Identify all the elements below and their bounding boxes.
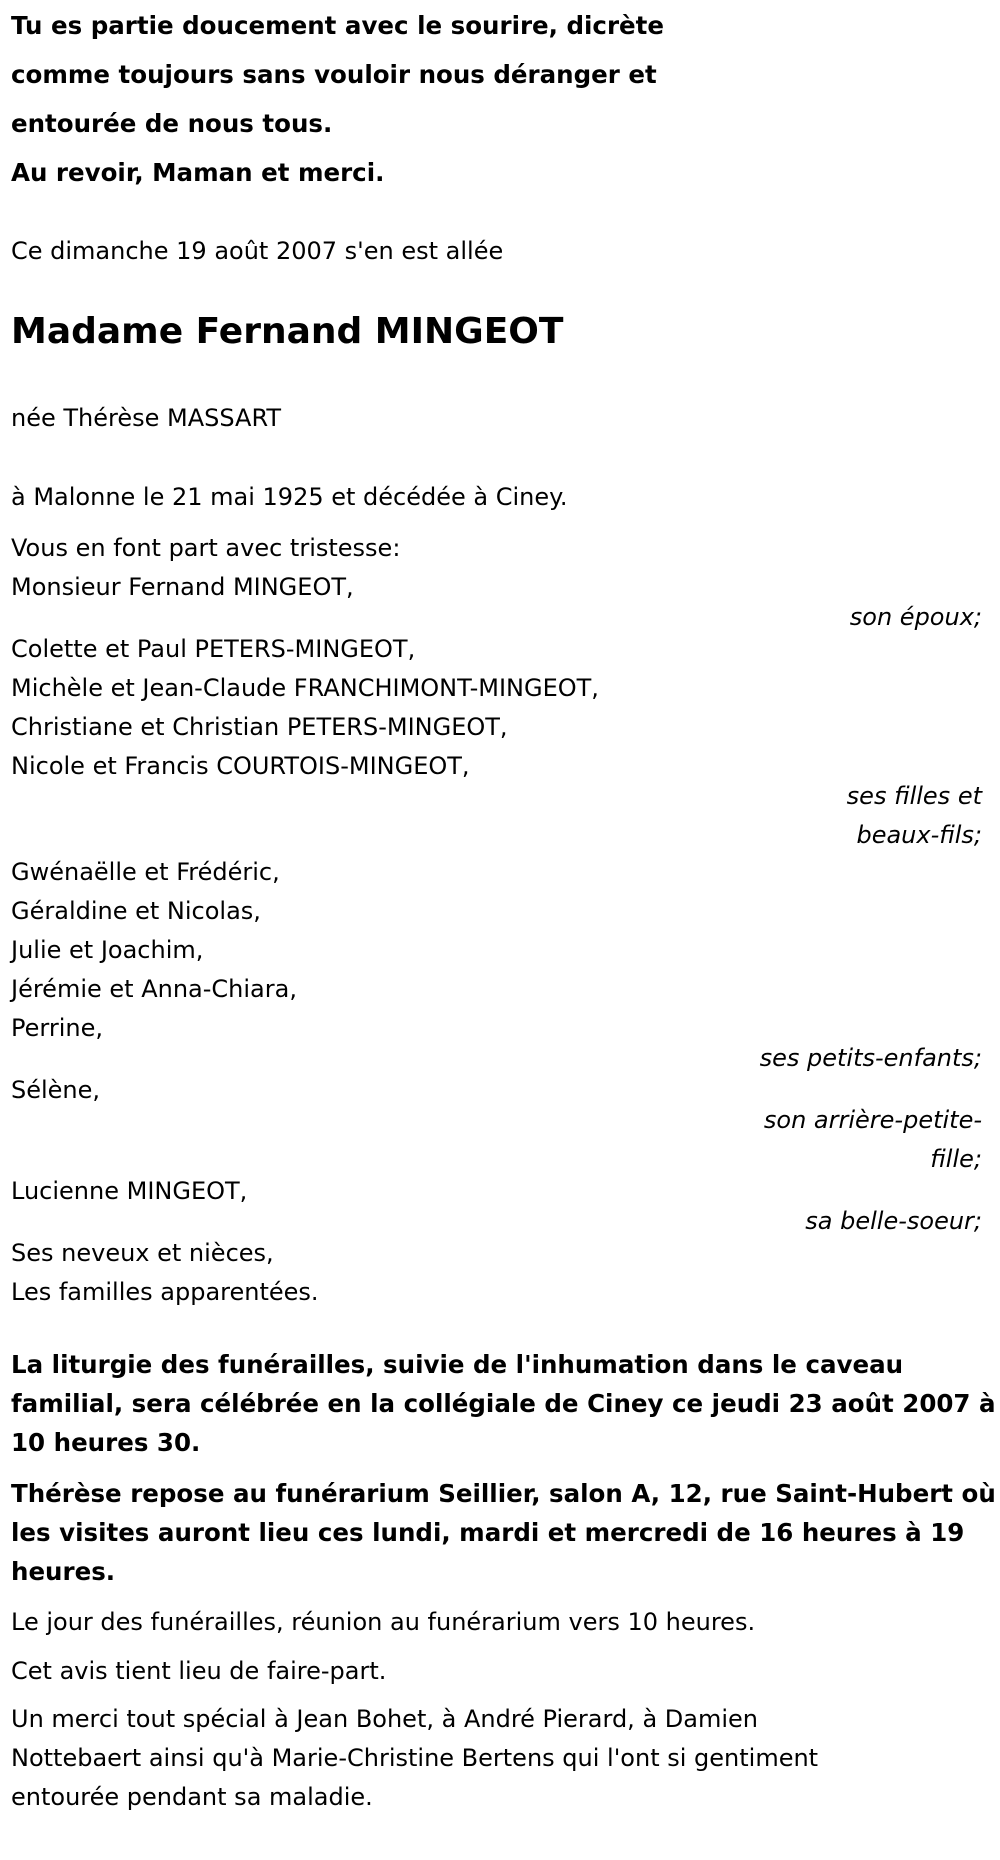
great-grandchild-role-line-2: fille;: [930, 1145, 982, 1173]
grandchild-5: Perrine,: [11, 1014, 103, 1042]
intro-text: Ce dimanche 19 août 2007 s'en est allée: [11, 237, 504, 265]
child-3: Christiane et Christian PETERS-MINGEOT,: [11, 713, 508, 741]
visitation-line-1: Thérèse repose au funérarium Seillier, salon A, 12, rue Saint-Hubert où: [11, 1479, 996, 1508]
others-line-2: Les familles apparentées.: [11, 1278, 319, 1306]
poem-line-2: comme toujours sans vouloir nous déranger et: [11, 60, 657, 89]
notice-text: Cet avis tient lieu de faire-part.: [11, 1657, 387, 1685]
funeral-line-1: La liturgie des funérailles, suivie de l'inhumation dans le caveau: [11, 1350, 904, 1379]
deceased-name: Madame Fernand MINGEOT: [11, 311, 564, 352]
grandchild-4: Jérémie et Anna-Chiara,: [11, 975, 297, 1003]
children-role-line-1: ses filles et: [846, 782, 982, 810]
sister-in-law-name: Lucienne MINGEOT,: [11, 1177, 248, 1205]
great-grandchild-role-line-1: son arrière-petite-: [763, 1106, 982, 1134]
spouse-name: Monsieur Fernand MINGEOT,: [11, 573, 354, 601]
child-4: Nicole et Francis COURTOIS-MINGEOT,: [11, 752, 470, 780]
funeral-line-3: 10 heures 30.: [11, 1428, 201, 1457]
born-as: née Thérèse MASSART: [11, 404, 282, 432]
child-1: Colette et Paul PETERS-MINGEOT,: [11, 635, 416, 663]
grandchild-3: Julie et Joachim,: [11, 936, 204, 964]
grandchild-2: Géraldine et Nicolas,: [11, 897, 261, 925]
sister-in-law-role: sa belle-soeur;: [805, 1207, 982, 1235]
poem-line-3: entourée de nous tous.: [11, 109, 333, 138]
visitation-line-2: les visites auront lieu ces lundi, mardi et mercredi de 16 heures à 19: [11, 1518, 965, 1547]
birth-death: à Malonne le 21 mai 1925 et décédée à Ciney.: [11, 483, 568, 511]
meeting-text: Le jour des funérailles, réunion au funérarium vers 10 heures.: [11, 1608, 756, 1636]
children-role-line-2: beaux-fils;: [856, 821, 982, 849]
poem-line-4: Au revoir, Maman et merci.: [11, 158, 385, 187]
grandchild-1: Gwénaëlle et Frédéric,: [11, 858, 280, 886]
others-line-1: Ses neveux et nièces,: [11, 1239, 274, 1267]
spouse-role: son époux;: [849, 603, 982, 631]
poem-line-1: Tu es partie doucement avec le sourire, dicrète: [11, 11, 664, 40]
thanks-line-2: Nottebaert ainsi qu'à Marie-Christine Bertens qui l'ont si gentiment: [11, 1744, 819, 1772]
great-grandchild-name: Sélène,: [11, 1076, 101, 1104]
funeral-line-2: familial, sera célébrée en la collégiale de Ciney ce jeudi 23 août 2007 à: [11, 1389, 996, 1418]
grandchildren-role: ses petits-enfants;: [759, 1044, 982, 1072]
thanks-line-3: entourée pendant sa maladie.: [11, 1783, 373, 1811]
visitation-line-3: heures.: [11, 1557, 116, 1586]
announce-text: Vous en font part avec tristesse:: [11, 534, 401, 562]
thanks-line-1: Un merci tout spécial à Jean Bohet, à André Pierard, à Damien: [11, 1705, 758, 1733]
child-2: Michèle et Jean-Claude FRANCHIMONT-MINGEOT,: [11, 674, 599, 702]
